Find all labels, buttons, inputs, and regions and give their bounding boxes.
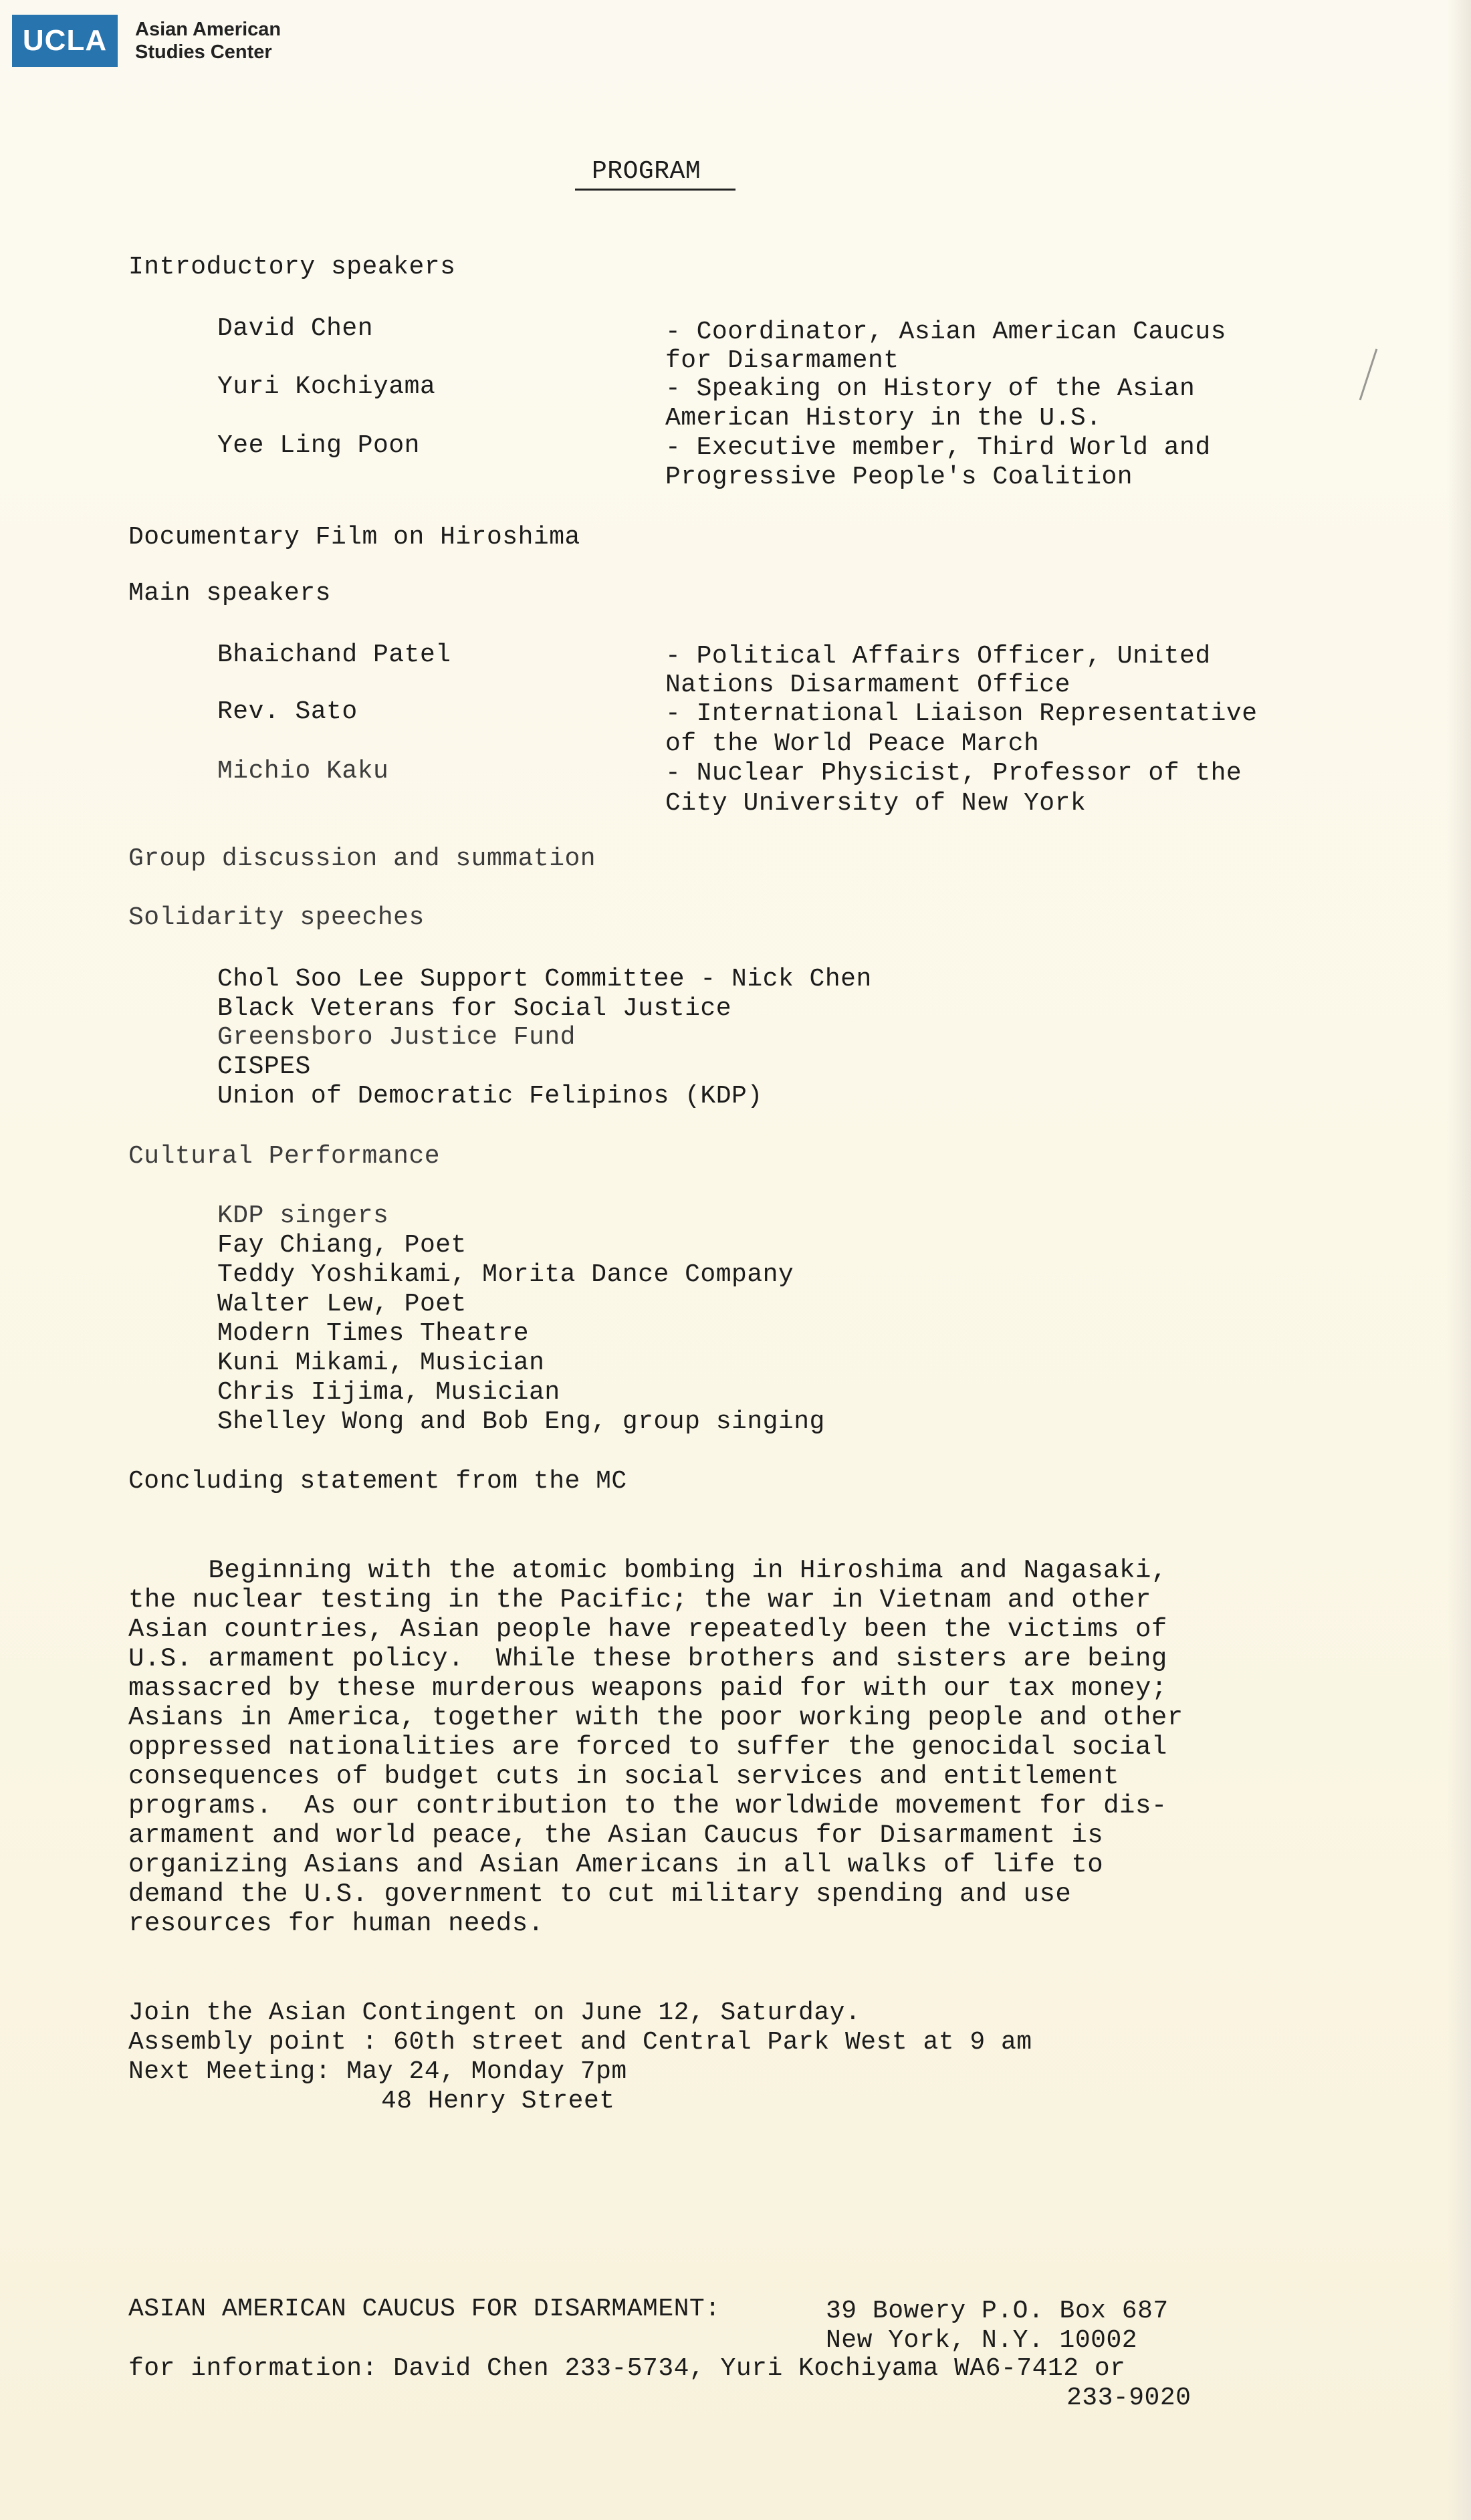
event-contingent: Join the Asian Contingent on June 12, Saturday. [128, 1998, 861, 2027]
center-name-line2: Studies Center [135, 41, 272, 63]
footer-address-line2: New York, N.Y. 10002 [826, 2326, 1138, 2355]
speaker-desc: - Nuclear Physicist, Professor of the [665, 759, 1242, 788]
title-underline [575, 189, 735, 191]
speaker-desc-cont: for Disarmament [665, 346, 899, 375]
list-item: Union of Democratic Felipinos (KDP) [217, 1082, 763, 1111]
footer-contact-phone: 233-9020 [1066, 2384, 1192, 2412]
list-item: Black Veterans for Social Justice [217, 994, 732, 1023]
event-meeting-address: 48 Henry Street [381, 2087, 615, 2115]
speaker-name: David Chen [217, 314, 374, 343]
footer-address-line1: 39 Bowery P.O. Box 687 [826, 2297, 1169, 2325]
speaker-name: Michio Kaku [217, 757, 389, 786]
ucla-logo-text: UCLA [22, 24, 108, 57]
speaker-name: Yuri Kochiyama [217, 372, 436, 401]
speaker-name: Rev. Sato [217, 697, 358, 726]
list-item: Kuni Mikami, Musician [217, 1349, 545, 1377]
statement-line: massacred by these murderous weapons paid for with our tax money; [128, 1674, 1167, 1703]
speaker-desc: - Coordinator, Asian American Caucus [665, 318, 1226, 346]
speaker-name: Yee Ling Poon [217, 431, 420, 460]
speaker-name: Bhaichand Patel [217, 641, 451, 669]
event-next-meeting: Next Meeting: May 24, Monday 7pm [128, 2057, 627, 2086]
speaker-desc-cont: Nations Disarmament Office [665, 671, 1070, 699]
statement-line: the nuclear testing in the Pacific; the war in Vietnam and other [128, 1585, 1151, 1615]
film-item: Documentary Film on Hiroshima [128, 523, 580, 552]
speaker-desc: - International Liaison Representative [665, 699, 1258, 728]
list-item: Modern Times Theatre [217, 1319, 530, 1348]
statement-line: Asian countries, Asian people have repeatedly been the victims of [128, 1615, 1167, 1644]
center-name [135, 18, 281, 64]
list-item: Chol Soo Lee Support Committee - Nick Chen [217, 965, 872, 994]
list-item: Fay Chiang, Poet [217, 1231, 467, 1260]
footer-contact-info: for information: David Chen 233-5734, Yuri Kochiyama WA6-7412 or [128, 2354, 1126, 2383]
section-heading-main: Main speakers [128, 579, 331, 608]
statement-line: programs. As our contribution to the worldwide movement for dis- [128, 1791, 1167, 1821]
statement-line: oppressed nationalities are forced to suffer the genocidal social [128, 1732, 1167, 1762]
section-heading-solidarity: Solidarity speeches [128, 903, 425, 932]
speaker-desc-cont: Progressive People's Coalition [665, 463, 1133, 491]
list-item: Shelley Wong and Bob Eng, group singing [217, 1407, 825, 1436]
section-heading-introductory: Introductory speakers [128, 253, 456, 281]
speaker-desc: - Executive member, Third World and [665, 433, 1211, 462]
statement-line: Beginning with the atomic bombing in Hiroshima and Nagasaki, [128, 1556, 1167, 1585]
center-name-line1: Asian American [135, 19, 281, 40]
event-assembly-point: Assembly point : 60th street and Central Park West at 9 am [128, 2028, 1032, 2057]
speaker-desc: - Political Affairs Officer, United [665, 642, 1211, 671]
speaker-desc: - Speaking on History of the Asian [665, 374, 1196, 403]
list-item: KDP singers [217, 1201, 389, 1230]
statement-line: demand the U.S. government to cut military spending and use [128, 1879, 1072, 1909]
list-item: Walter Lew, Poet [217, 1290, 467, 1319]
ucla-aasc-logo [12, 15, 281, 67]
group-discussion-item: Group discussion and summation [128, 844, 596, 873]
statement-line: resources for human needs. [128, 1909, 544, 1938]
statement-line: organizing Asians and Asian Americans in all walks of life to [128, 1850, 1104, 1879]
statement-line: Asians in America, together with the poor working people and other [128, 1703, 1183, 1732]
program-title: PROGRAM [592, 157, 701, 186]
section-heading-cultural: Cultural Performance [128, 1142, 441, 1171]
speaker-desc-cont: American History in the U.S. [665, 404, 1102, 433]
list-item: Chris Iijima, Musician [217, 1378, 560, 1407]
speaker-desc-cont: City University of New York [665, 789, 1087, 818]
list-item: Teddy Yoshikami, Morita Dance Company [217, 1260, 794, 1289]
ucla-logo-box [12, 15, 118, 67]
statement-line: consequences of budget cuts in social services and entitlement [128, 1762, 1120, 1791]
footer-org-name: ASIAN AMERICAN CAUCUS FOR DISARMAMENT: [128, 2295, 721, 2323]
list-item: Greensboro Justice Fund [217, 1023, 576, 1052]
paper-edge-shadow [1447, 0, 1471, 2520]
concluding-item: Concluding statement from the MC [128, 1467, 627, 1496]
list-item: CISPES [217, 1052, 311, 1081]
speaker-desc-cont: of the World Peace March [665, 729, 1040, 758]
statement-line: U.S. armament policy. While these brothers and sisters are being [128, 1644, 1167, 1674]
statement-line: armament and world peace, the Asian Caucus for Disarmament is [128, 1821, 1104, 1850]
